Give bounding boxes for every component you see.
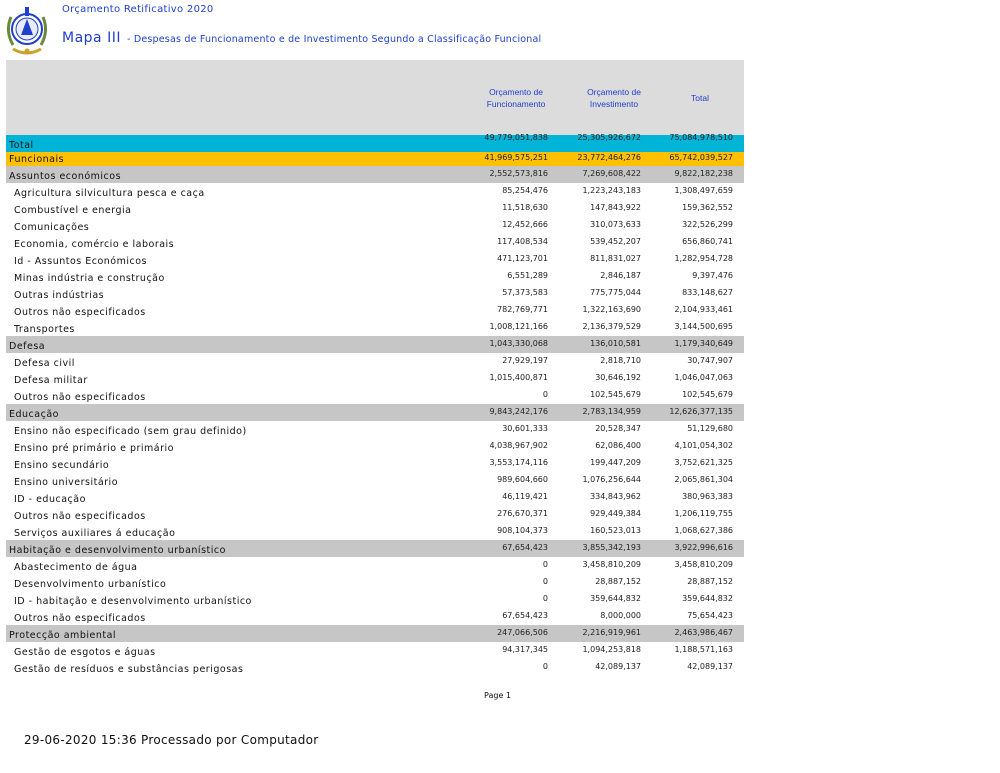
column-header-funcionamento: Orçamento de Funcionamento xyxy=(486,87,546,109)
cell-investimento: 7,269,608,422 xyxy=(582,169,641,178)
row-label: Outros não especificados xyxy=(14,613,146,624)
cell-funcionamento: 0 xyxy=(542,662,548,671)
cell-investimento: 30,646,192 xyxy=(595,373,641,382)
cell-investimento: 2,136,379,529 xyxy=(582,322,641,331)
group-row xyxy=(6,540,744,557)
map-subtitle: - Despesas de Funcionamento e de Investimento Segundo a Classificação Funcional xyxy=(126,34,542,45)
cell-total: 9,822,182,238 xyxy=(674,169,733,178)
table-row xyxy=(6,285,744,302)
cell-investimento: 62,086,400 xyxy=(595,441,641,450)
cell-funcionamento: 247,066,506 xyxy=(497,628,548,637)
cell-investimento: 1,223,243,183 xyxy=(582,186,641,195)
cell-investimento: 3,855,342,193 xyxy=(582,543,641,552)
table-row xyxy=(6,421,744,438)
row-label: Outras indústrias xyxy=(14,290,105,301)
cell-total: 3,144,500,695 xyxy=(674,322,733,331)
row-label: Outros não especificados xyxy=(14,307,146,318)
row-label: Habitação e desenvolvimento urbanístico xyxy=(9,545,226,556)
row-label: Minas indústria e construção xyxy=(14,273,165,284)
coat-of-arms-emblem xyxy=(3,5,51,57)
cell-total: 102,545,679 xyxy=(682,390,733,399)
cell-funcionamento: 3,553,174,116 xyxy=(489,458,548,467)
cell-total: 9,397,476 xyxy=(692,271,733,280)
cell-investimento: 359,644,832 xyxy=(590,594,641,603)
row-label: Outros não especificados xyxy=(14,511,146,522)
row-label: Agricultura silvicultura pesca e caça xyxy=(14,188,205,199)
cell-total: 1,046,047,063 xyxy=(674,373,733,382)
cell-funcionamento: 27,929,197 xyxy=(502,356,548,365)
table-row xyxy=(6,251,744,268)
column-header-investimento: Orçamento de Investimento xyxy=(587,87,641,109)
table-row xyxy=(6,234,744,251)
cell-funcionamento: 2,552,573,816 xyxy=(489,169,548,178)
cell-investimento: 23,772,464,276 xyxy=(577,153,641,162)
row-label: Abastecimento de água xyxy=(14,562,138,573)
row-label: Defesa civil xyxy=(14,358,75,369)
cell-funcionamento: 0 xyxy=(542,560,548,569)
row-label: Desenvolvimento urbanístico xyxy=(14,579,167,590)
cell-total: 322,526,299 xyxy=(682,220,733,229)
cell-investimento: 539,452,207 xyxy=(590,237,641,246)
cell-investimento: 1,322,163,690 xyxy=(582,305,641,314)
row-label: Ensino secundário xyxy=(14,460,110,471)
row-label: Combustível e energia xyxy=(14,205,132,216)
cell-funcionamento: 85,254,476 xyxy=(502,186,548,195)
row-label: Educação xyxy=(9,409,59,420)
cell-funcionamento: 908,104,373 xyxy=(497,526,548,535)
cell-total: 3,458,810,209 xyxy=(674,560,733,569)
cell-investimento: 334,843,962 xyxy=(590,492,641,501)
cell-funcionamento: 1,008,121,166 xyxy=(489,322,548,331)
group-row xyxy=(6,166,744,183)
cell-investimento: 199,447,209 xyxy=(590,458,641,467)
cell-funcionamento: 11,518,630 xyxy=(502,203,548,212)
table-row xyxy=(6,200,744,217)
cell-total: 1,308,497,659 xyxy=(674,186,733,195)
row-label: Transportes xyxy=(14,324,75,335)
cell-investimento: 811,831,027 xyxy=(590,254,641,263)
cell-funcionamento: 989,604,660 xyxy=(497,475,548,484)
table-row xyxy=(6,557,744,574)
table-row xyxy=(6,438,744,455)
table-row xyxy=(6,353,744,370)
cell-funcionamento: 30,601,333 xyxy=(502,424,548,433)
cell-funcionamento: 471,123,701 xyxy=(497,254,548,263)
total-row xyxy=(6,135,744,152)
row-label: Serviços auxiliares á educação xyxy=(14,528,176,539)
cell-funcionamento: 0 xyxy=(542,577,548,586)
table-row xyxy=(6,523,744,540)
cell-total: 380,963,383 xyxy=(682,492,733,501)
cell-investimento: 28,887,152 xyxy=(595,577,641,586)
cell-funcionamento: 1,015,400,871 xyxy=(489,373,548,382)
functional-row xyxy=(6,152,744,166)
cell-total: 4,101,054,302 xyxy=(674,441,733,450)
cell-investimento: 3,458,810,209 xyxy=(582,560,641,569)
row-label: Protecção ambiental xyxy=(9,630,117,641)
group-row xyxy=(6,404,744,421)
row-label: ID - habitação e desenvolvimento urbanístico xyxy=(14,596,252,607)
cell-total: 28,887,152 xyxy=(687,577,733,586)
cell-funcionamento: 782,769,771 xyxy=(497,305,548,314)
cell-funcionamento: 9,843,242,176 xyxy=(489,407,548,416)
cell-total: 1,282,954,728 xyxy=(674,254,733,263)
row-label: Outros não especificados xyxy=(14,392,146,403)
cell-total: 1,179,340,649 xyxy=(674,339,733,348)
column-header-total: Total xyxy=(691,93,709,103)
cell-funcionamento: 12,452,666 xyxy=(502,220,548,229)
cell-total: 3,752,621,325 xyxy=(674,458,733,467)
row-label: Economia, comércio e laborais xyxy=(14,239,175,250)
cell-total: 359,644,832 xyxy=(682,594,733,603)
cell-funcionamento: 46,119,421 xyxy=(502,492,548,501)
cell-investimento: 102,545,679 xyxy=(590,390,641,399)
cell-investimento: 310,073,633 xyxy=(590,220,641,229)
cell-investimento: 160,523,013 xyxy=(590,526,641,535)
cell-investimento: 775,775,044 xyxy=(590,288,641,297)
cell-total: 656,860,741 xyxy=(682,237,733,246)
cell-funcionamento: 1,043,330,068 xyxy=(489,339,548,348)
table-body xyxy=(6,135,744,676)
map-heading xyxy=(62,27,541,46)
cell-funcionamento: 4,038,967,902 xyxy=(489,441,548,450)
row-label: Id - Assuntos Económicos xyxy=(14,256,147,267)
cell-total: 75,084,978,510 xyxy=(669,133,733,142)
cell-funcionamento: 6,551,289 xyxy=(507,271,548,280)
table-row xyxy=(6,591,744,608)
table-row xyxy=(6,489,744,506)
table-row xyxy=(6,574,744,591)
cell-funcionamento: 49,779,051,838 xyxy=(484,133,548,142)
cell-investimento: 8,000,000 xyxy=(600,611,641,620)
footer-processed-note: 29-06-2020 15:36 Processado por Computador xyxy=(24,733,319,747)
row-label: Defesa militar xyxy=(14,375,88,386)
table-row xyxy=(6,217,744,234)
table-row xyxy=(6,183,744,200)
cell-investimento: 2,783,134,959 xyxy=(582,407,641,416)
cell-investimento: 2,846,187 xyxy=(600,271,641,280)
cell-total: 65,742,039,527 xyxy=(669,153,733,162)
row-label: Comunicações xyxy=(14,222,90,233)
cell-total: 12,626,377,135 xyxy=(669,407,733,416)
cell-investimento: 20,528,347 xyxy=(595,424,641,433)
cell-funcionamento: 57,373,583 xyxy=(502,288,548,297)
map-title: Mapa III xyxy=(62,30,121,46)
cell-funcionamento: 0 xyxy=(542,594,548,603)
cell-investimento: 2,216,919,961 xyxy=(582,628,641,637)
group-row xyxy=(6,336,744,353)
cell-funcionamento: 276,670,371 xyxy=(497,509,548,518)
cell-total: 51,129,680 xyxy=(687,424,733,433)
row-label: Ensino universitário xyxy=(14,477,119,488)
cell-funcionamento: 67,654,423 xyxy=(502,543,548,552)
cell-total: 833,148,627 xyxy=(682,288,733,297)
table-row xyxy=(6,268,744,285)
cell-funcionamento: 41,969,575,251 xyxy=(484,153,548,162)
table-row xyxy=(6,608,744,625)
row-label: ID - educação xyxy=(14,494,86,505)
table-row xyxy=(6,472,744,489)
table-row xyxy=(6,455,744,472)
cell-total: 3,922,996,616 xyxy=(674,543,733,552)
cell-funcionamento: 67,654,423 xyxy=(502,611,548,620)
cell-investimento: 1,076,256,644 xyxy=(582,475,641,484)
row-label: Ensino não especificado (sem grau definido) xyxy=(14,426,247,437)
cell-funcionamento: 117,408,534 xyxy=(497,237,548,246)
page-number: Page 1 xyxy=(484,691,511,700)
table-row xyxy=(6,387,744,404)
table-row xyxy=(6,370,744,387)
cell-funcionamento: 94,317,345 xyxy=(502,645,548,654)
cell-investimento: 136,010,581 xyxy=(590,339,641,348)
row-label: Ensino pré primário e primário xyxy=(14,443,174,454)
table-row xyxy=(6,506,744,523)
table-header xyxy=(6,60,744,135)
row-label: Assuntos económicos xyxy=(9,171,122,182)
row-label: Gestão de resíduos e substâncias perigosas xyxy=(14,664,244,675)
table-row xyxy=(6,659,744,676)
cell-total: 159,362,552 xyxy=(682,203,733,212)
cell-investimento: 42,089,137 xyxy=(595,662,641,671)
cell-investimento: 1,094,253,818 xyxy=(582,645,641,654)
cell-funcionamento: 0 xyxy=(542,390,548,399)
report-table xyxy=(6,60,744,676)
table-row xyxy=(6,642,744,659)
cell-total: 1,068,627,386 xyxy=(674,526,733,535)
cell-investimento: 2,818,710 xyxy=(600,356,641,365)
row-label: Gestão de esgotos e águas xyxy=(14,647,156,658)
cell-total: 1,188,571,163 xyxy=(674,645,733,654)
cell-total: 2,463,986,467 xyxy=(674,628,733,637)
cell-investimento: 147,843,922 xyxy=(590,203,641,212)
row-label: Total xyxy=(9,140,34,151)
cell-total: 30,747,907 xyxy=(687,356,733,365)
cell-total: 75,654,423 xyxy=(687,611,733,620)
cell-investimento: 25,305,926,672 xyxy=(577,133,641,142)
cell-total: 1,206,119,755 xyxy=(674,509,733,518)
table-row xyxy=(6,319,744,336)
document-title: Orçamento Retificativo 2020 xyxy=(62,4,214,15)
group-row xyxy=(6,625,744,642)
cell-total: 2,104,933,461 xyxy=(674,305,733,314)
cell-total: 42,089,137 xyxy=(687,662,733,671)
cell-total: 2,065,861,304 xyxy=(674,475,733,484)
row-label: Defesa xyxy=(9,341,46,352)
row-label: Funcionais xyxy=(9,154,65,165)
cell-investimento: 929,449,384 xyxy=(590,509,641,518)
table-row xyxy=(6,302,744,319)
